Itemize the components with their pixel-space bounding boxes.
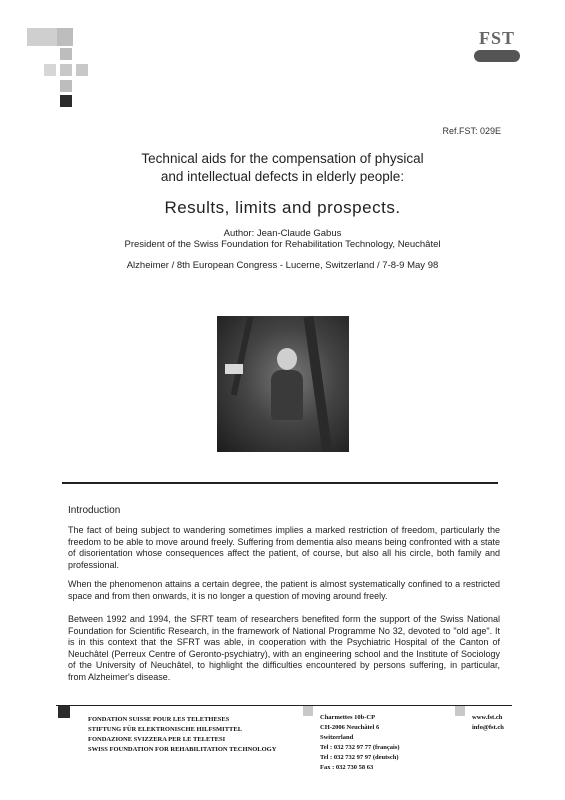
footer-square xyxy=(303,706,313,716)
logo-hands-graphic xyxy=(474,50,520,62)
foundation-name-it: FONDAZIONE SVIZZERA PER LE TELETESI xyxy=(88,736,226,743)
decorative-square xyxy=(27,28,57,46)
footer-divider xyxy=(56,705,512,706)
logo-text: FST xyxy=(478,28,515,48)
paragraph-2: When the phenomenon attains a certain degree, the patient is almost systematically confined to a restricted space and from then onwards, it is no longer a question of moving around freely. xyxy=(68,579,500,601)
paragraph-1: The fact of being subject to wandering sometimes implies a marked restriction of freedom, particularly the freedom to be able to move around freely. Suffering from dementia also means being confronted with a state of disorientation whose consequences affect the patient, of course, but also all his circle, both family and professional. xyxy=(68,525,500,570)
phone-french: Tel : 032 732 97 77 (français) xyxy=(320,744,400,751)
address-street: Charmettes 10b-CP xyxy=(320,714,376,721)
email-link[interactable]: info@fst.ch xyxy=(472,724,504,731)
footer-square xyxy=(58,706,70,718)
foundation-name-de: STIFTUNG FÜR ELEKTRONISCHE HILFSMITTEL xyxy=(88,726,243,733)
photo-elderly-woman xyxy=(217,316,349,452)
decorative-square xyxy=(60,80,72,92)
foundation-name-fr: FONDATION SUISSE POUR LES TELETHESES xyxy=(88,716,230,723)
section-divider xyxy=(62,482,498,484)
author: Author: Jean-Claude Gabus xyxy=(223,228,342,239)
document-reference: Ref.FST: 029E xyxy=(442,126,501,136)
foundation-name-en: SWISS FOUNDATION FOR REHABILITATION TECHNOLOGY xyxy=(88,746,277,753)
decorative-square xyxy=(57,28,73,46)
section-heading: Introduction xyxy=(68,505,121,516)
address-country: Switzerland xyxy=(320,734,354,741)
website-link[interactable]: www.fst.ch xyxy=(472,714,503,721)
footer-square xyxy=(455,706,465,716)
paragraph-3: Between 1992 and 1994, the SFRT team of researchers benefited form the support of the Swiss National Foundation for Scientific Research, in the framework of National Programme No 32, devoted to "old age". It is in this context that the SFRT was able, in cooperation with the Psychiatric Hospital of the Canton of Neuchâtel (Perreux Centre of Geronto-psychiatry), with an engineering school and the Institute of Sociology of the University of Neuchâtel, to highlight the difficulties encountered by persons suffering, in particular, from Alzheimer's disease. xyxy=(68,614,500,682)
footer-foundation-names xyxy=(88,715,276,755)
decorative-square xyxy=(44,64,56,76)
title-line-2: and intellectual defects in elderly people: xyxy=(160,169,405,184)
subtitle: Results, limits and prospects. xyxy=(164,198,401,217)
fst-logo xyxy=(472,28,522,68)
address-city: CH-2006 Neuchâtel 6 xyxy=(320,724,380,731)
event-line: Alzheimer / 8th European Congress - Lucerne, Switzerland / 7-8-9 May 98 xyxy=(126,260,439,271)
decorative-square xyxy=(60,64,72,76)
author-role: President of the Swiss Foundation for Rehabilitation Technology, Neuchâtel xyxy=(124,239,441,250)
decorative-square xyxy=(60,48,72,60)
footer-contact xyxy=(472,713,504,733)
phone-german: Tel : 032 732 97 97 (deutsch) xyxy=(320,754,399,761)
decorative-square xyxy=(76,64,88,76)
title-line-1: Technical aids for the compensation of physical xyxy=(141,151,424,166)
decorative-square xyxy=(60,95,72,107)
fax: Fax : 032 730 58 63 xyxy=(320,764,374,771)
footer-address xyxy=(320,713,400,773)
